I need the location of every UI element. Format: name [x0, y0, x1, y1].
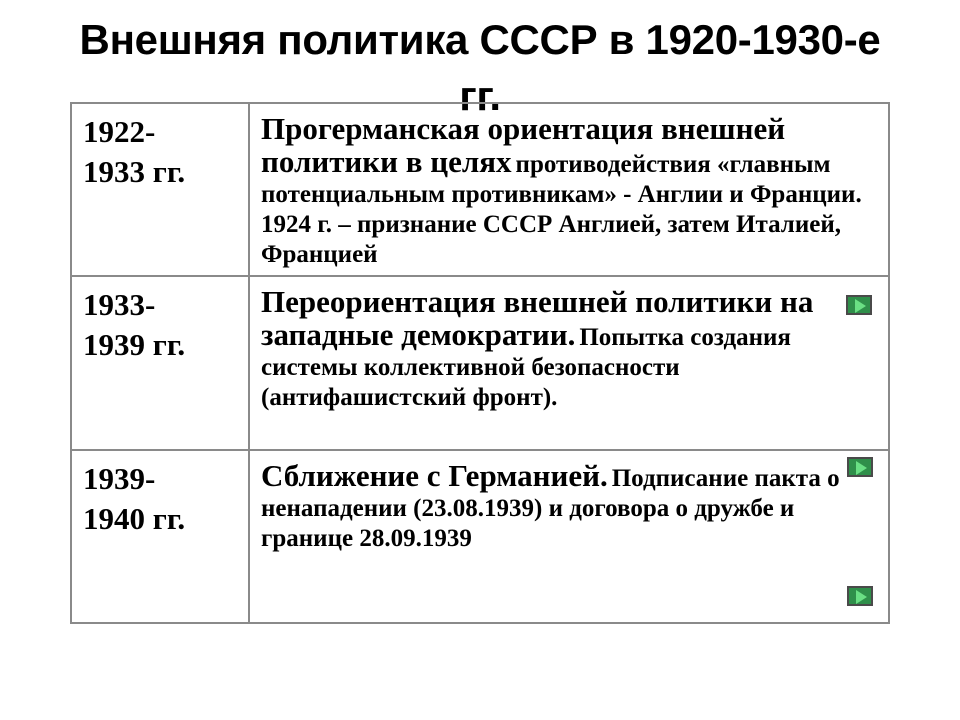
year-line2: 1939 гг.: [83, 327, 186, 363]
description-details: Попытка создания системы коллективной безопасности (антифашистский фронт).: [261, 324, 791, 412]
description-details: противодействия «главным потенциальным противникам» - Англии и Франции. 1924 г. – признание СССР Англией, затем Италией, Францией: [261, 151, 862, 268]
description-cell: [249, 276, 889, 449]
page-title-line2: гг.: [459, 72, 501, 119]
play-arrow-icon[interactable]: [847, 457, 873, 477]
year-cell: [71, 103, 249, 276]
year-line1: 1922-: [83, 114, 156, 149]
table-row: [71, 450, 889, 623]
table-row: [71, 103, 889, 276]
description-lead: Переориентация внешней политики на западные демократии.: [261, 284, 814, 353]
play-arrow-icon[interactable]: [846, 295, 872, 315]
play-arrow-icon[interactable]: [847, 586, 873, 606]
description-lead: Прогерманская ориентация внешней политики в целях: [261, 111, 786, 179]
page-title-line1: Внешняя политика СССР в 1920-1930-е: [79, 16, 881, 63]
description-lead: Сближение с Германией.: [261, 457, 608, 493]
year-line2: 1933 гг.: [83, 154, 186, 189]
description-details: Подписание пакта о ненападении (23.08.1939) и договора о дружбе и границе 28.09.1939: [261, 464, 840, 552]
year-line1: 1939-: [83, 460, 156, 496]
description-cell: [249, 103, 889, 276]
year-cell: [71, 450, 249, 623]
year-line1: 1933-: [83, 287, 156, 323]
year-cell: [71, 276, 249, 449]
year-line2: 1940 гг.: [83, 500, 186, 536]
description-cell: [249, 450, 889, 623]
table-row: [71, 276, 889, 449]
policy-table: [70, 102, 890, 624]
